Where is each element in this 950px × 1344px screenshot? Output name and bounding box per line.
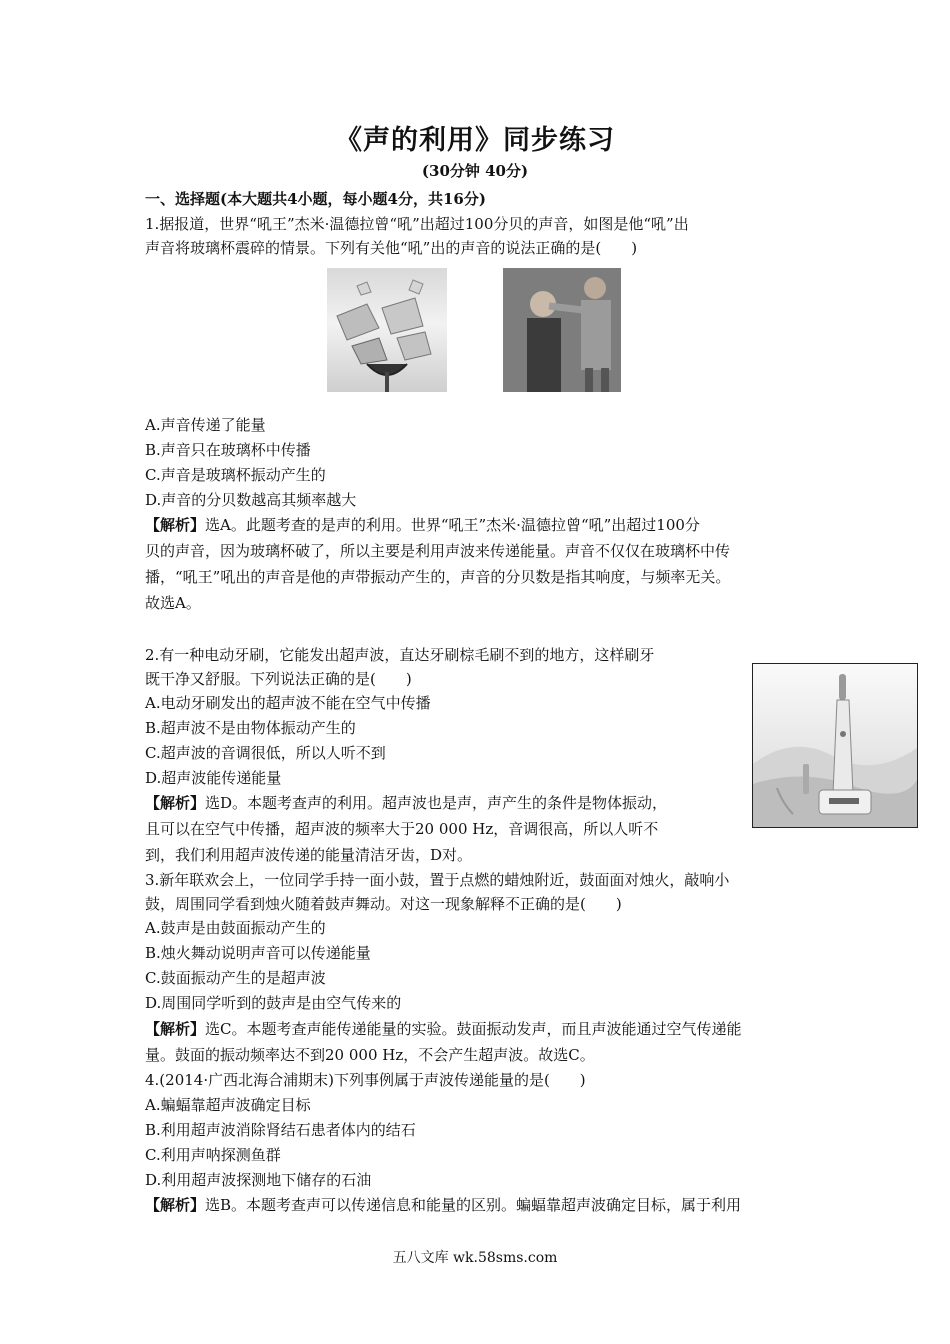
q2-stem-line2: 既干净又舒服。下列说法正确的是( ) [145, 670, 412, 688]
q4-answer-text1: 选B。本题考查声可以传递信息和能量的区别。蝙蝠靠超声波确定目标，属于利用 [205, 1196, 742, 1214]
q3-answer-line1 [145, 1019, 742, 1039]
q4-option-a: A.蝙蝠靠超声波确定目标 [145, 1096, 311, 1114]
q3-answer-line2: 量。鼓面的振动频率达不到20 000 Hz，不会产生超声波。故选C。 [145, 1046, 595, 1064]
q3-option-a: A.鼓声是由鼓面振动产生的 [145, 919, 326, 937]
q2-option-d: D.超声波能传递能量 [145, 769, 282, 787]
man-shouting-illustration [503, 268, 621, 392]
q1-answer-line4: 故选A。 [145, 594, 201, 612]
q2-option-a: A.电动牙刷发出的超声波不能在空气中传播 [145, 694, 431, 712]
q3-stem-line1: 3.新年联欢会上，一位同学手持一面小鼓，置于点燃的蜡烛附近，鼓面面对烛火，敲响小 [145, 871, 730, 889]
q2-answer-line3: 到，我们利用超声波传递的能量清洁牙齿，D对。 [145, 846, 473, 864]
q1-option-a: A.声音传递了能量 [145, 416, 266, 434]
q1-answer-text1: 选A。此题考查的是声的利用。世界“吼王”杰米·温德拉曾“吼”出超过100分 [205, 516, 700, 534]
answer-label: 【解析】 [145, 1020, 206, 1038]
electric-toothbrush-photo [752, 663, 918, 828]
q1-stem-line2: 声音将玻璃杯震碎的情景。下列有关他“吼”出的声音的说法正确的是( ) [145, 239, 638, 257]
answer-label: 【解析】 [145, 1196, 206, 1214]
q4-option-b: B.利用超声波消除肾结石患者体内的结石 [145, 1121, 416, 1139]
q3-option-d: D.周围同学听到的鼓声是由空气传来的 [145, 994, 402, 1012]
q1-answer-line3: 播，“吼王”吼出的声音是他的声带振动产生的，声音的分贝数是指其响度，与频率无关。 [145, 568, 731, 586]
answer-label: 【解析】 [145, 516, 206, 534]
q3-option-b: B.烛火舞动说明声音可以传递能量 [145, 944, 371, 962]
q2-option-c: C.超声波的音调很低，所以人听不到 [145, 744, 386, 762]
q3-answer-text1: 选C。本题考查声能传递能量的实验。鼓面振动发声，而且声波能通过空气传递能 [205, 1020, 742, 1038]
section-heading: 一、选择题(本大题共4小题，每小题4分，共16分) [145, 190, 486, 208]
q3-option-c: C.鼓面振动产生的是超声波 [145, 969, 326, 987]
q1-option-b: B.声音只在玻璃杯中传播 [145, 441, 311, 459]
q1-answer-line2: 贝的声音，因为玻璃杯破了，所以主要是利用声波来传递能量。声音不仅仅在玻璃杯中传 [145, 542, 731, 560]
q1-stem-line1: 1.据报道，世界“吼王”杰米·温德拉曾“吼”出超过100分贝的声音，如图是他“吼”出 [145, 215, 689, 233]
q4-option-d: D.利用超声波探测地下储存的石油 [145, 1171, 372, 1189]
q3-stem-line2: 鼓，周围同学看到烛火随着鼓声舞动。对这一现象解释不正确的是( ) [145, 895, 622, 913]
shattered-glass-photo [327, 268, 447, 392]
q2-option-b: B.超声波不是由物体振动产生的 [145, 719, 356, 737]
shattered-glass-illustration [327, 268, 447, 392]
page-title: 《声的利用》同步练习 [335, 125, 615, 156]
q1-option-c: C.声音是玻璃杯振动产生的 [145, 466, 326, 484]
q2-answer-line1 [145, 793, 667, 813]
man-shouting-photo [503, 268, 621, 392]
answer-label: 【解析】 [145, 794, 206, 812]
q4-option-c: C.利用声呐探测鱼群 [145, 1146, 281, 1164]
q2-answer-text1: 选D。本题考查声的利用。超声波也是声，声产生的条件是物体振动， [205, 794, 668, 812]
page-subtitle: (30分钟 40分) [421, 162, 529, 180]
page-footer: 五八文库 wk.58sms.com [392, 1250, 558, 1266]
electric-toothbrush-illustration [753, 664, 917, 827]
q1-answer-line1 [145, 515, 700, 535]
q2-answer-line2: 且可以在空气中传播，超声波的频率大于20 000 Hz，音调很高，所以人听不 [145, 820, 659, 838]
q4-stem-line1: 4.(2014·广西北海合浦期末)下列事例属于声波传递能量的是( ) [145, 1071, 586, 1089]
q4-answer-line1 [145, 1195, 741, 1215]
q1-option-d: D.声音的分贝数越高其频率越大 [145, 491, 357, 509]
q2-stem-line1: 2.有一种电动牙刷，它能发出超声波，直达牙刷棕毛刷不到的地方，这样刷牙 [145, 646, 655, 664]
